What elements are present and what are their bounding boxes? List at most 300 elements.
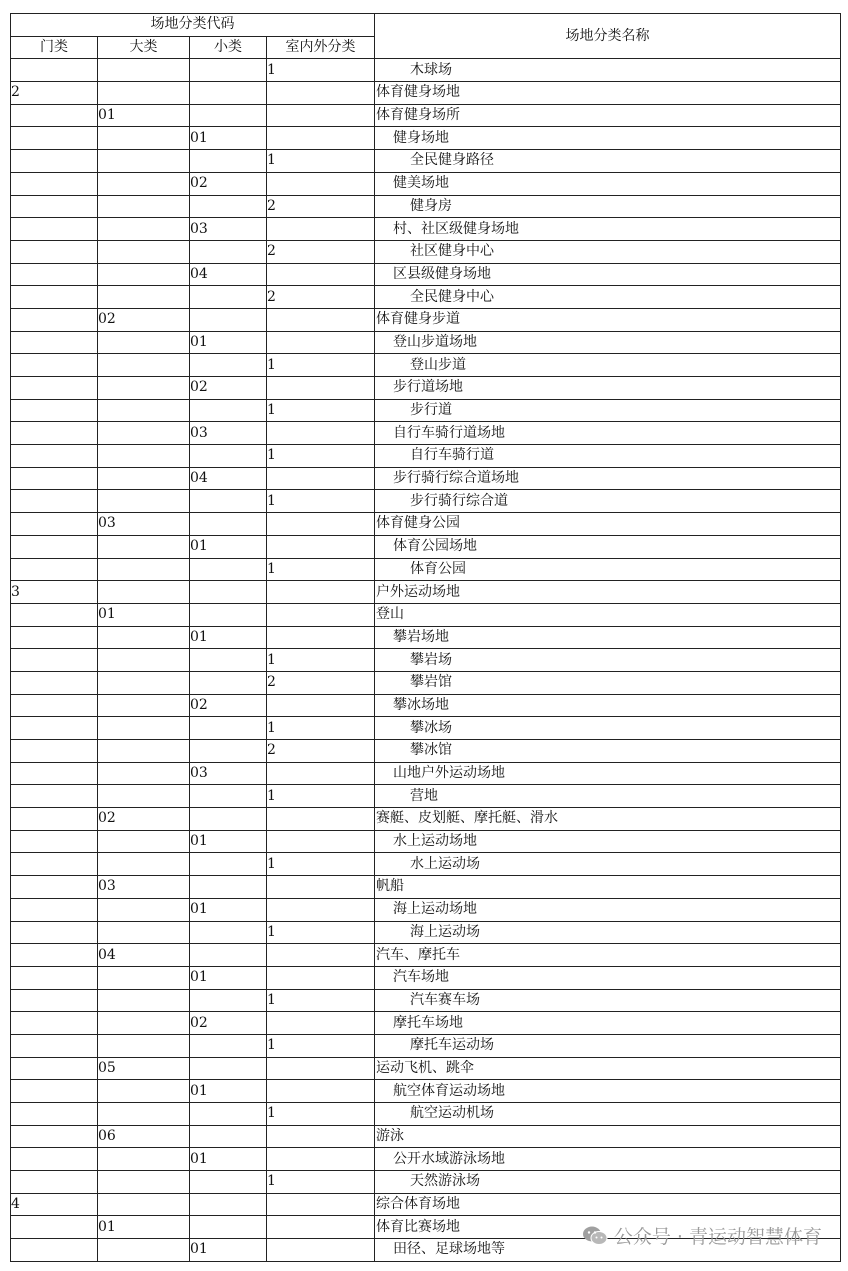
cell-indoor-outdoor: 1 (267, 490, 375, 513)
cell-name (375, 422, 841, 445)
cell-indoor-outdoor (267, 1080, 375, 1103)
cell-da: 02 (98, 808, 190, 831)
cell-indoor-outdoor: 1 (267, 785, 375, 808)
cell-xiao (190, 1057, 267, 1080)
cell-xiao: 02 (190, 1012, 267, 1035)
cell-xiao (190, 490, 267, 513)
cell-indoor-outdoor: 2 (267, 740, 375, 763)
name-text: 自行车骑行道 (410, 447, 494, 464)
name-text: 天然游泳场 (410, 1173, 480, 1190)
cell-indoor-outdoor: 1 (267, 150, 375, 173)
name-text: 健身房 (410, 197, 452, 214)
name-text: 区县级健身场地 (393, 265, 491, 282)
cell-name (375, 263, 841, 286)
header-xiao: 小类 (190, 36, 267, 59)
cell-da (98, 671, 190, 694)
cell-men (11, 467, 98, 490)
name-text: 登山步道场地 (393, 333, 477, 350)
cell-da (98, 150, 190, 173)
table-row (11, 876, 841, 899)
cell-indoor-outdoor: 1 (267, 921, 375, 944)
cell-da (98, 558, 190, 581)
cell-xiao: 02 (190, 694, 267, 717)
cell-da: 02 (98, 308, 190, 331)
cell-da: 04 (98, 944, 190, 967)
cell-xiao (190, 717, 267, 740)
cell-xiao: 01 (190, 966, 267, 989)
cell-da (98, 172, 190, 195)
cell-da (98, 218, 190, 241)
table-row (11, 717, 841, 740)
name-text: 汽车场地 (393, 969, 449, 986)
cell-name (375, 966, 841, 989)
cell-xiao (190, 1034, 267, 1057)
name-text: 摩托车场地 (393, 1014, 463, 1031)
cell-men (11, 150, 98, 173)
cell-name (375, 104, 841, 127)
cell-men (11, 445, 98, 468)
cell-men (11, 127, 98, 150)
table-row (11, 853, 841, 876)
cell-men: 3 (11, 581, 98, 604)
cell-men (11, 694, 98, 717)
table-row (11, 1012, 841, 1035)
name-text: 体育健身步道 (376, 311, 460, 328)
cell-da: 03 (98, 513, 190, 536)
name-text: 全民健身中心 (410, 288, 494, 305)
cell-men (11, 399, 98, 422)
cell-da (98, 467, 190, 490)
cell-da (98, 535, 190, 558)
cell-xiao: 01 (190, 626, 267, 649)
cell-da (98, 1034, 190, 1057)
cell-name (375, 1057, 841, 1080)
cell-men (11, 989, 98, 1012)
cell-name (375, 989, 841, 1012)
cell-xiao (190, 649, 267, 672)
name-text: 体育健身公园 (376, 515, 460, 532)
cell-men (11, 762, 98, 785)
cell-xiao (190, 1216, 267, 1239)
cell-men (11, 853, 98, 876)
cell-xiao: 01 (190, 830, 267, 853)
cell-indoor-outdoor (267, 581, 375, 604)
table-row (11, 286, 841, 309)
cell-men (11, 1171, 98, 1194)
cell-xiao (190, 921, 267, 944)
cell-indoor-outdoor (267, 377, 375, 400)
cell-men (11, 1216, 98, 1239)
table-row (11, 1216, 841, 1239)
cell-indoor-outdoor (267, 331, 375, 354)
name-text: 登山 (376, 606, 404, 623)
cell-men (11, 898, 98, 921)
cell-da (98, 422, 190, 445)
cell-xiao (190, 785, 267, 808)
cell-da (98, 59, 190, 82)
cell-xiao (190, 1125, 267, 1148)
cell-da (98, 581, 190, 604)
cell-xiao (190, 195, 267, 218)
cell-indoor-outdoor (267, 104, 375, 127)
table-row (11, 1239, 841, 1262)
cell-xiao: 01 (190, 535, 267, 558)
cell-indoor-outdoor (267, 944, 375, 967)
table-row (11, 467, 841, 490)
cell-name (375, 354, 841, 377)
cell-indoor-outdoor: 1 (267, 853, 375, 876)
cell-men (11, 1034, 98, 1057)
cell-name (375, 445, 841, 468)
cell-indoor-outdoor (267, 1193, 375, 1216)
header-indoor-outdoor: 室内外分类 (267, 36, 375, 59)
cell-name (375, 1103, 841, 1126)
table-row (11, 808, 841, 831)
cell-da (98, 377, 190, 400)
table-row (11, 1103, 841, 1126)
cell-name (375, 172, 841, 195)
cell-name (375, 490, 841, 513)
cell-xiao (190, 445, 267, 468)
cell-name (375, 671, 841, 694)
cell-indoor-outdoor (267, 808, 375, 831)
cell-xiao: 03 (190, 218, 267, 241)
name-text: 体育公园 (410, 560, 466, 577)
cell-men (11, 172, 98, 195)
cell-men (11, 535, 98, 558)
name-text: 健美场地 (393, 175, 449, 192)
cell-da: 01 (98, 104, 190, 127)
name-text: 航空体育运动场地 (393, 1082, 505, 1099)
name-text: 汽车、摩托车 (376, 946, 460, 963)
cell-da (98, 82, 190, 105)
header-da: 大类 (98, 36, 190, 59)
cell-da: 06 (98, 1125, 190, 1148)
cell-da (98, 762, 190, 785)
name-text: 攀冰场地 (393, 696, 449, 713)
cell-name (375, 1239, 841, 1262)
cell-name (375, 218, 841, 241)
name-text: 步行骑行综合道 (410, 492, 508, 509)
cell-xiao (190, 1193, 267, 1216)
cell-name (375, 1012, 841, 1035)
cell-xiao (190, 853, 267, 876)
cell-xiao: 01 (190, 898, 267, 921)
cell-name (375, 785, 841, 808)
cell-name (375, 649, 841, 672)
cell-xiao (190, 59, 267, 82)
cell-indoor-outdoor: 1 (267, 717, 375, 740)
cell-men (11, 263, 98, 286)
cell-men (11, 876, 98, 899)
cell-xiao (190, 581, 267, 604)
name-text: 赛艇、皮划艇、摩托艇、滑水 (376, 810, 558, 827)
cell-da (98, 740, 190, 763)
cell-name (375, 1148, 841, 1171)
table-row (11, 513, 841, 536)
table-row (11, 1080, 841, 1103)
table-row (11, 649, 841, 672)
cell-name (375, 581, 841, 604)
name-text: 体育健身场所 (376, 107, 460, 124)
cell-name (375, 717, 841, 740)
cell-da: 01 (98, 1216, 190, 1239)
cell-indoor-outdoor (267, 966, 375, 989)
cell-indoor-outdoor: 1 (267, 445, 375, 468)
cell-indoor-outdoor (267, 898, 375, 921)
table-row (11, 59, 841, 82)
cell-name (375, 1125, 841, 1148)
cell-name (375, 1193, 841, 1216)
cell-name (375, 944, 841, 967)
header-code-group: 场地分类代码 (11, 14, 375, 37)
table-row (11, 1193, 841, 1216)
cell-da (98, 785, 190, 808)
cell-indoor-outdoor (267, 467, 375, 490)
cell-men (11, 1103, 98, 1126)
table-row (11, 218, 841, 241)
table-row (11, 785, 841, 808)
name-text: 海上运动场地 (393, 901, 477, 918)
cell-xiao (190, 354, 267, 377)
cell-xiao (190, 1103, 267, 1126)
cell-men (11, 966, 98, 989)
name-text: 步行骑行综合道场地 (393, 470, 519, 487)
cell-indoor-outdoor: 1 (267, 1171, 375, 1194)
cell-name (375, 513, 841, 536)
name-text: 攀冰馆 (410, 742, 452, 759)
cell-xiao: 04 (190, 467, 267, 490)
cell-xiao: 01 (190, 1080, 267, 1103)
table-row (11, 1034, 841, 1057)
cell-indoor-outdoor (267, 1239, 375, 1262)
cell-xiao (190, 399, 267, 422)
cell-da (98, 966, 190, 989)
cell-da (98, 1012, 190, 1035)
name-text: 帆船 (376, 878, 404, 895)
name-text: 村、社区级健身场地 (393, 220, 519, 237)
cell-men (11, 1012, 98, 1035)
cell-xiao (190, 286, 267, 309)
cell-xiao (190, 989, 267, 1012)
name-text: 运动飞机、跳伞 (376, 1059, 474, 1076)
cell-xiao (190, 513, 267, 536)
header-row-group (11, 14, 841, 37)
cell-xiao: 04 (190, 263, 267, 286)
cell-men (11, 354, 98, 377)
cell-da (98, 354, 190, 377)
cell-da (98, 399, 190, 422)
cell-xiao (190, 150, 267, 173)
cell-indoor-outdoor: 1 (267, 399, 375, 422)
name-text: 步行道 (410, 402, 452, 419)
table-header (11, 14, 841, 59)
table-row (11, 1148, 841, 1171)
cell-name (375, 558, 841, 581)
cell-indoor-outdoor (267, 876, 375, 899)
name-text: 攀岩馆 (410, 674, 452, 691)
table-row (11, 558, 841, 581)
table-row (11, 150, 841, 173)
cell-men (11, 603, 98, 626)
cell-men (11, 218, 98, 241)
cell-indoor-outdoor (267, 626, 375, 649)
name-text: 体育比赛场地 (376, 1218, 460, 1235)
name-text: 体育公园场地 (393, 538, 477, 555)
cell-name (375, 331, 841, 354)
table-row (11, 82, 841, 105)
cell-da (98, 898, 190, 921)
table-row (11, 240, 841, 263)
table-row (11, 535, 841, 558)
name-text: 攀岩场地 (393, 628, 449, 645)
table-row (11, 966, 841, 989)
name-text: 户外运动场地 (376, 583, 460, 600)
name-text: 自行车骑行道场地 (393, 424, 505, 441)
table-row (11, 603, 841, 626)
cell-xiao (190, 1171, 267, 1194)
cell-indoor-outdoor: 2 (267, 195, 375, 218)
cell-indoor-outdoor (267, 1148, 375, 1171)
cell-xiao (190, 944, 267, 967)
cell-name (375, 308, 841, 331)
cell-da: 03 (98, 876, 190, 899)
cell-indoor-outdoor (267, 1125, 375, 1148)
table-row (11, 762, 841, 785)
cell-xiao: 03 (190, 422, 267, 445)
cell-xiao (190, 308, 267, 331)
cell-xiao: 01 (190, 127, 267, 150)
table-row (11, 921, 841, 944)
cell-name (375, 898, 841, 921)
header-men: 门类 (11, 36, 98, 59)
cell-da: 05 (98, 1057, 190, 1080)
cell-name (375, 876, 841, 899)
cell-men (11, 377, 98, 400)
cell-xiao: 01 (190, 331, 267, 354)
name-text: 健身场地 (393, 129, 449, 146)
cell-da (98, 989, 190, 1012)
table-row (11, 944, 841, 967)
cell-men (11, 59, 98, 82)
cell-da (98, 921, 190, 944)
classification-table (10, 13, 841, 1262)
cell-men (11, 422, 98, 445)
table-row (11, 830, 841, 853)
cell-name (375, 1080, 841, 1103)
cell-name (375, 195, 841, 218)
cell-da (98, 626, 190, 649)
cell-indoor-outdoor (267, 422, 375, 445)
table-row (11, 263, 841, 286)
name-text: 游泳 (376, 1128, 404, 1145)
cell-men: 2 (11, 82, 98, 105)
name-text: 水上运动场 (410, 855, 480, 872)
cell-men (11, 1148, 98, 1171)
name-text: 公开水域游泳场地 (393, 1150, 505, 1167)
cell-indoor-outdoor: 1 (267, 1034, 375, 1057)
cell-name (375, 762, 841, 785)
cell-name (375, 626, 841, 649)
cell-indoor-outdoor (267, 1216, 375, 1239)
cell-men (11, 331, 98, 354)
cell-xiao: 02 (190, 172, 267, 195)
cell-indoor-outdoor (267, 1057, 375, 1080)
cell-name (375, 1216, 841, 1239)
name-text: 营地 (410, 787, 438, 804)
cell-xiao (190, 740, 267, 763)
table-row (11, 581, 841, 604)
cell-name (375, 535, 841, 558)
cell-indoor-outdoor (267, 535, 375, 558)
cell-da (98, 717, 190, 740)
table-row (11, 694, 841, 717)
table-row (11, 331, 841, 354)
cell-men (11, 830, 98, 853)
cell-da (98, 1080, 190, 1103)
cell-da (98, 830, 190, 853)
name-text: 登山步道 (410, 356, 466, 373)
table-row (11, 377, 841, 400)
cell-xiao (190, 671, 267, 694)
cell-men (11, 626, 98, 649)
cell-name (375, 399, 841, 422)
cell-da (98, 490, 190, 513)
table-row (11, 422, 841, 445)
watermark-text: 公众号 · 青运动智慧体育 (613, 1226, 822, 1248)
name-text: 山地户外运动场地 (393, 765, 505, 782)
cell-name (375, 694, 841, 717)
cell-men (11, 717, 98, 740)
name-text: 航空运动机场 (410, 1105, 494, 1122)
cell-men (11, 649, 98, 672)
cell-men (11, 1057, 98, 1080)
cell-da (98, 1239, 190, 1262)
cell-name (375, 921, 841, 944)
cell-name (375, 150, 841, 173)
table-row (11, 172, 841, 195)
cell-da (98, 195, 190, 218)
table-row (11, 399, 841, 422)
cell-indoor-outdoor: 1 (267, 649, 375, 672)
cell-da (98, 1103, 190, 1126)
cell-name (375, 377, 841, 400)
cell-da (98, 1148, 190, 1171)
cell-men (11, 513, 98, 536)
name-text: 体育健身场地 (376, 84, 460, 101)
cell-indoor-outdoor (267, 308, 375, 331)
table-row (11, 490, 841, 513)
cell-xiao (190, 808, 267, 831)
cell-indoor-outdoor (267, 513, 375, 536)
cell-indoor-outdoor (267, 263, 375, 286)
table-row (11, 626, 841, 649)
cell-name (375, 1171, 841, 1194)
table-body (11, 59, 841, 1261)
cell-xiao (190, 876, 267, 899)
cell-indoor-outdoor: 2 (267, 671, 375, 694)
cell-indoor-outdoor: 1 (267, 558, 375, 581)
cell-indoor-outdoor: 1 (267, 1103, 375, 1126)
cell-indoor-outdoor (267, 603, 375, 626)
table-row (11, 195, 841, 218)
cell-da (98, 331, 190, 354)
name-text: 综合体育场地 (376, 1196, 460, 1213)
cell-indoor-outdoor (267, 830, 375, 853)
name-text: 摩托车运动场 (410, 1037, 494, 1054)
cell-indoor-outdoor: 1 (267, 354, 375, 377)
cell-men (11, 808, 98, 831)
